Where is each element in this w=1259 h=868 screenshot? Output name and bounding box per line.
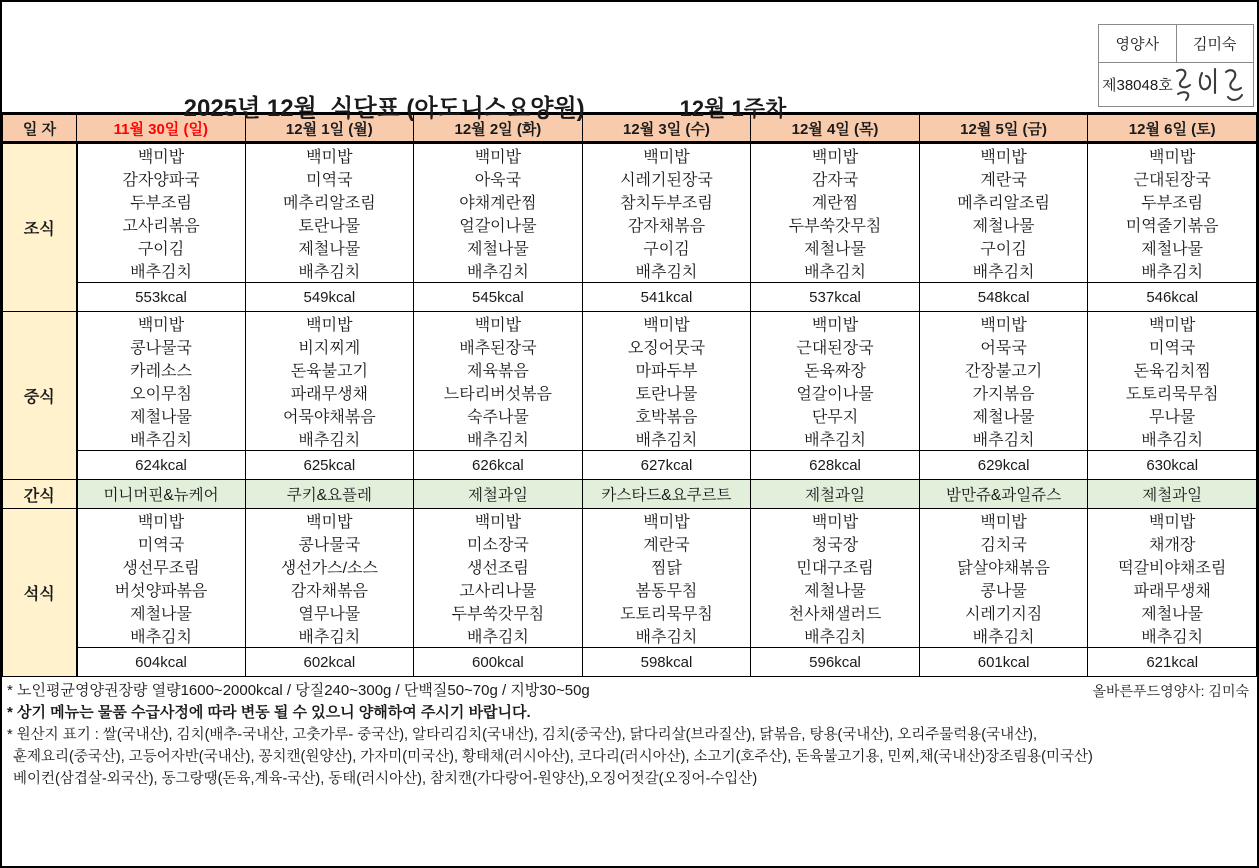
menu-item: 백미밥	[643, 317, 690, 334]
date-cell-5: 12월 5일 (금)	[919, 114, 1088, 143]
dinner-menu-cell-3	[582, 509, 751, 648]
menu-item: 김치국	[980, 537, 1027, 554]
signature-icon	[1171, 64, 1249, 105]
breakfast-menu-cell-1	[245, 143, 414, 283]
menu-item: 제철나물	[130, 606, 192, 623]
stamp-name: 김미숙	[1193, 36, 1237, 53]
menu-item: 어묵야채볶음	[282, 409, 376, 426]
menu-item: 백미밥	[1149, 149, 1196, 166]
breakfast-kcal-cell-5: 548kcal	[919, 283, 1088, 312]
dinner-kcal-cell-2: 600kcal	[414, 648, 583, 677]
snack-cell-0: 미니머핀&뉴케어	[77, 480, 246, 509]
menu-item: 제철나물	[1141, 241, 1204, 258]
menu-item: 백미밥	[1149, 514, 1196, 531]
menu-item: 백미밥	[643, 514, 690, 531]
menu-item: 두부쑥갓무침	[451, 606, 545, 623]
meal-row-dinner	[3, 509, 1257, 648]
date-cell-0: 11월 30일 (일)	[77, 114, 246, 143]
menu-item: 감자채볶음	[290, 583, 368, 600]
menu-item: 계란찜	[811, 195, 859, 212]
origin-label-line-2: 훈제요리(중국산), 고등어자반(국내산), 꽁치캔(원양산), 가자미(미국산), 황태채(러시아산), 코다리(러시아산), 소고기(호주산), 돈육불고기용, 민찌,채(국내산)장조림용(미국산)	[13, 749, 1093, 765]
stamp-license-number: 제38048호	[1102, 77, 1173, 94]
menu-item: 봄동무침	[635, 583, 698, 600]
dinner-menu-cell-6	[1088, 509, 1257, 648]
menu-item: 배추김치	[972, 629, 1035, 646]
menu-item: 백미밥	[811, 317, 859, 334]
menu-item: 콩나물	[980, 583, 1027, 600]
dinner-menu-cell-1	[245, 509, 414, 648]
menu-item: 배추김치	[1141, 432, 1204, 449]
menu-item: 근대된장국	[1133, 172, 1211, 189]
menu-item: 파래무생채	[290, 386, 368, 403]
menu-item: 계란국	[643, 537, 690, 554]
origin-label-line-1: * 원산지 표기 : 쌀(국내산), 김치(배추-국내산, 고춧가루- 중국산), 알타리김치(국내산), 김치(중국산), 닭다리살(브라질산), 닭볶음, 탕용(국내산), 오리주물럭용(국내산),	[7, 727, 1037, 743]
breakfast-menu-cell-6	[1088, 143, 1257, 283]
menu-item: 백미밥	[306, 317, 353, 334]
lunch-kcal-cell-4: 628kcal	[751, 451, 920, 480]
menu-item: 두부조림	[130, 195, 192, 212]
menu-item: 돈육짜장	[804, 363, 866, 380]
menu-item: 백미밥	[306, 514, 353, 531]
menu-item: 백미밥	[474, 514, 522, 531]
menu-item: 백미밥	[980, 514, 1027, 531]
sheet-header	[2, 2, 1257, 122]
breakfast-kcal-cell-4: 537kcal	[751, 283, 920, 312]
meal-plan-table	[2, 112, 1257, 677]
lunch-kcal-cell-2: 626kcal	[414, 451, 583, 480]
date-cell-6: 12월 6일 (토)	[1088, 114, 1257, 143]
breakfast-menu-cell-4	[751, 143, 920, 283]
menu-item: 배추김치	[972, 264, 1035, 281]
menu-item: 배추김치	[298, 432, 361, 449]
menu-item: 배추김치	[635, 264, 698, 281]
menu-item: 열무나물	[298, 606, 361, 623]
menu-item: 얼갈이나물	[796, 386, 874, 403]
menu-item: 백미밥	[306, 149, 353, 166]
menu-item: 호박볶음	[635, 409, 698, 426]
lunch-menu-cell-6	[1088, 312, 1257, 451]
lunch-menu-cell-4	[751, 312, 920, 451]
menu-item: 배추김치	[298, 264, 361, 281]
menu-item: 배추된장국	[459, 340, 537, 357]
breakfast-kcal-cell-0: 553kcal	[77, 283, 246, 312]
dinner-kcal-cell-0: 604kcal	[77, 648, 246, 677]
menu-item: 숙주나물	[466, 409, 529, 426]
snack-row	[3, 480, 1257, 509]
menu-item: 메추리알조림	[282, 195, 376, 212]
menu-item: 계란국	[980, 172, 1027, 189]
sheet-footer	[2, 677, 1257, 790]
menu-item: 생선조림	[466, 560, 529, 577]
menu-item: 제철나물	[298, 241, 361, 258]
menu-item: 제철나물	[972, 409, 1035, 426]
lunch-menu-cell-0	[77, 312, 246, 451]
dinner-kcal-cell-3: 598kcal	[582, 648, 751, 677]
lunch-kcal-cell-3: 627kcal	[582, 451, 751, 480]
menu-item: 백미밥	[811, 149, 859, 166]
date-corner-cell: 일 자	[3, 114, 77, 143]
dinner-menu-cell-5	[919, 509, 1088, 648]
lunch-kcal-cell-5: 629kcal	[919, 451, 1088, 480]
menu-item: 두부조림	[1141, 195, 1204, 212]
menu-item: 찜닭	[651, 560, 682, 577]
menu-item: 백미밥	[474, 149, 522, 166]
menu-item: 제철나물	[130, 409, 192, 426]
lunch-menu-cell-2	[414, 312, 583, 451]
week-label: 12월 1주차	[679, 96, 787, 121]
menu-item: 배추김치	[804, 629, 866, 646]
menu-item: 미소장국	[466, 537, 529, 554]
lunch-menu-cell-1	[245, 312, 414, 451]
menu-item: 미역국	[137, 537, 185, 554]
snack-cell-5: 밤만쥬&과일쥬스	[919, 480, 1088, 509]
menu-item: 고사리나물	[459, 583, 537, 600]
lunch-kcal-cell-6: 630kcal	[1088, 451, 1257, 480]
menu-item: 버섯양파볶음	[114, 583, 208, 600]
dinner-kcal-cell-6: 621kcal	[1088, 648, 1257, 677]
menu-item: 백미밥	[137, 514, 185, 531]
menu-item: 청국장	[811, 537, 859, 554]
breakfast-kcal-cell-2: 545kcal	[414, 283, 583, 312]
page-title: 2025년 12월 식단표 (아도니스요양원)	[183, 95, 585, 122]
breakfast-menu-cell-3	[582, 143, 751, 283]
menu-item: 제철나물	[1141, 606, 1204, 623]
menu-item: 도토리묵무침	[620, 606, 713, 623]
menu-item: 닭살야채볶음	[957, 560, 1050, 577]
menu-item: 백미밥	[1149, 317, 1196, 334]
row-label-snack: 간식	[3, 480, 77, 509]
menu-item: 백미밥	[811, 514, 859, 531]
menu-item: 비지찌게	[298, 340, 361, 357]
row-label-breakfast: 조식	[3, 143, 77, 312]
menu-item: 아욱국	[474, 172, 522, 189]
menu-item: 감자채볶음	[627, 218, 706, 235]
menu-item: 오징어뭇국	[627, 340, 706, 357]
menu-item: 감자양파국	[122, 172, 200, 189]
lunch-kcal-cell-1: 625kcal	[245, 451, 414, 480]
menu-item: 구이김	[643, 241, 690, 258]
dinner-kcal-cell-5: 601kcal	[919, 648, 1088, 677]
menu-item: 미역국	[1149, 340, 1196, 357]
menu-item: 백미밥	[474, 317, 522, 334]
menu-item: 백미밥	[643, 149, 690, 166]
menu-item: 파래무생채	[1133, 583, 1211, 600]
menu-item: 메추리알조림	[957, 195, 1050, 212]
menu-item: 배추김치	[1141, 264, 1204, 281]
breakfast-kcal-cell-6: 546kcal	[1088, 283, 1257, 312]
footer-line-1	[7, 680, 1252, 702]
stamp-role-label: 영양사	[1099, 25, 1177, 62]
menu-item: 시레기된장국	[620, 172, 713, 189]
menu-item: 생선가스/소스	[280, 560, 378, 577]
menu-item: 제철나물	[804, 583, 866, 600]
menu-item: 토란나물	[635, 386, 698, 403]
menu-item: 근대된장국	[796, 340, 874, 357]
menu-item: 배추김치	[130, 432, 192, 449]
menu-item: 떡갈비야채조림	[1118, 560, 1227, 577]
menu-item: 제철나물	[972, 218, 1035, 235]
date-cell-2: 12월 2일 (화)	[414, 114, 583, 143]
menu-item: 콩나물국	[298, 537, 361, 554]
menu-item: 배추김치	[804, 432, 866, 449]
menu-item: 콩나물국	[130, 340, 192, 357]
menu-item: 마파두부	[635, 363, 698, 380]
dinner-kcal-cell-4: 596kcal	[751, 648, 920, 677]
menu-item: 배추김치	[804, 264, 866, 281]
menu-item: 백미밥	[137, 317, 185, 334]
kcal-row-breakfast	[3, 283, 1257, 312]
menu-item: 돈육불고기	[290, 363, 368, 380]
lunch-kcal-cell-0: 624kcal	[77, 451, 246, 480]
breakfast-menu-cell-2	[414, 143, 583, 283]
snack-cell-3: 카스타드&요쿠르트	[582, 480, 751, 509]
nutritionist-credit: 올바른푸드영양사: 김미숙	[1092, 683, 1249, 699]
menu-item: 배추김치	[635, 629, 698, 646]
title-row	[157, 70, 786, 141]
menu-item: 백미밥	[980, 317, 1027, 334]
menu-item: 참치두부조림	[620, 195, 713, 212]
snack-cell-1: 쿠키&요플레	[245, 480, 414, 509]
dinner-menu-cell-2	[414, 509, 583, 648]
lunch-menu-cell-5	[919, 312, 1088, 451]
meal-row-breakfast	[3, 143, 1257, 283]
menu-item: 생선무조림	[122, 560, 200, 577]
dinner-menu-cell-4	[751, 509, 920, 648]
breakfast-menu-cell-5	[919, 143, 1088, 283]
kcal-row-dinner	[3, 648, 1257, 677]
menu-item: 배추김치	[298, 629, 361, 646]
snack-cell-4: 제철과일	[751, 480, 920, 509]
breakfast-menu-cell-0	[77, 143, 246, 283]
menu-item: 채개장	[1149, 537, 1196, 554]
menu-item: 제철나물	[466, 241, 529, 258]
menu-item: 미역국	[306, 172, 353, 189]
menu-item: 단무지	[811, 409, 859, 426]
menu-item: 간장불고기	[964, 363, 1043, 380]
meal-row-lunch	[3, 312, 1257, 451]
menu-item: 구이김	[980, 241, 1027, 258]
menu-item: 돈육김치찜	[1133, 363, 1211, 380]
menu-item: 구이김	[137, 241, 185, 258]
menu-item: 카레소스	[130, 363, 192, 380]
menu-item: 제철나물	[804, 241, 866, 258]
menu-item: 배추김치	[1141, 629, 1204, 646]
stamp-top-row	[1099, 25, 1253, 63]
dinner-menu-cell-0	[77, 509, 246, 648]
date-cell-1: 12월 1일 (월)	[245, 114, 414, 143]
menu-item: 미역줄기볶음	[1125, 218, 1219, 235]
menu-item: 백미밥	[980, 149, 1027, 166]
menu-item: 배추김치	[466, 629, 529, 646]
menu-item: 오이무침	[130, 386, 192, 403]
menu-item: 배추김치	[130, 264, 192, 281]
row-label-lunch: 중식	[3, 312, 77, 480]
row-label-dinner: 석식	[3, 509, 77, 677]
menu-item: 두부쑥갓무침	[788, 218, 882, 235]
menu-item: 민대구조림	[796, 560, 874, 577]
menu-item: 배추김치	[466, 264, 529, 281]
menu-item: 시레기지짐	[964, 606, 1043, 623]
menu-item: 느타리버섯볶음	[443, 386, 552, 403]
menu-item: 어묵국	[980, 340, 1027, 357]
menu-item: 가지볶음	[972, 386, 1035, 403]
menu-item: 감자국	[811, 172, 859, 189]
date-cell-3: 12월 3일 (수)	[582, 114, 751, 143]
menu-item: 배추김치	[972, 432, 1035, 449]
menu-item: 토란나물	[298, 218, 361, 235]
dinner-kcal-cell-1: 602kcal	[245, 648, 414, 677]
breakfast-kcal-cell-1: 549kcal	[245, 283, 414, 312]
snack-cell-2: 제철과일	[414, 480, 583, 509]
menu-item: 배추김치	[635, 432, 698, 449]
menu-item: 천사채샐러드	[788, 606, 882, 623]
menu-item: 배추김치	[130, 629, 192, 646]
breakfast-kcal-cell-3: 541kcal	[582, 283, 751, 312]
menu-item: 도토리묵무침	[1125, 386, 1219, 403]
origin-label-line-3: 베이컨(삼겹살-외국산), 동그랑땡(돈육,계육-국산), 동태(러시아산), 참치캔(가다랑어-원양산),오징어젓갈(오징어-수입산)	[13, 771, 758, 787]
menu-item: 얼갈이나물	[459, 218, 537, 235]
menu-item: 백미밥	[137, 149, 185, 166]
menu-item: 고사리볶음	[122, 218, 200, 235]
stamp-bottom-row	[1099, 63, 1253, 106]
menu-item: 무나물	[1149, 409, 1196, 426]
menu-change-notice: * 상기 메뉴는 물품 수급사정에 따라 변동 될 수 있으니 양해하여 주시기 바랍니다.	[7, 704, 531, 721]
nutritionist-stamp-box	[1098, 24, 1254, 107]
snack-cell-6: 제철과일	[1088, 480, 1257, 509]
lunch-menu-cell-3	[582, 312, 751, 451]
menu-item: 배추김치	[466, 432, 529, 449]
nutrition-recommendation-note: * 노인평균영양권장량 열량1600~2000kcal / 당질240~300g / 단백질50~70g / 지방30~50g	[7, 682, 590, 699]
menu-item: 제육볶음	[466, 363, 529, 380]
kcal-row-lunch	[3, 451, 1257, 480]
menu-item: 야채계란찜	[459, 195, 537, 212]
date-cell-4: 12월 4일 (목)	[751, 114, 920, 143]
